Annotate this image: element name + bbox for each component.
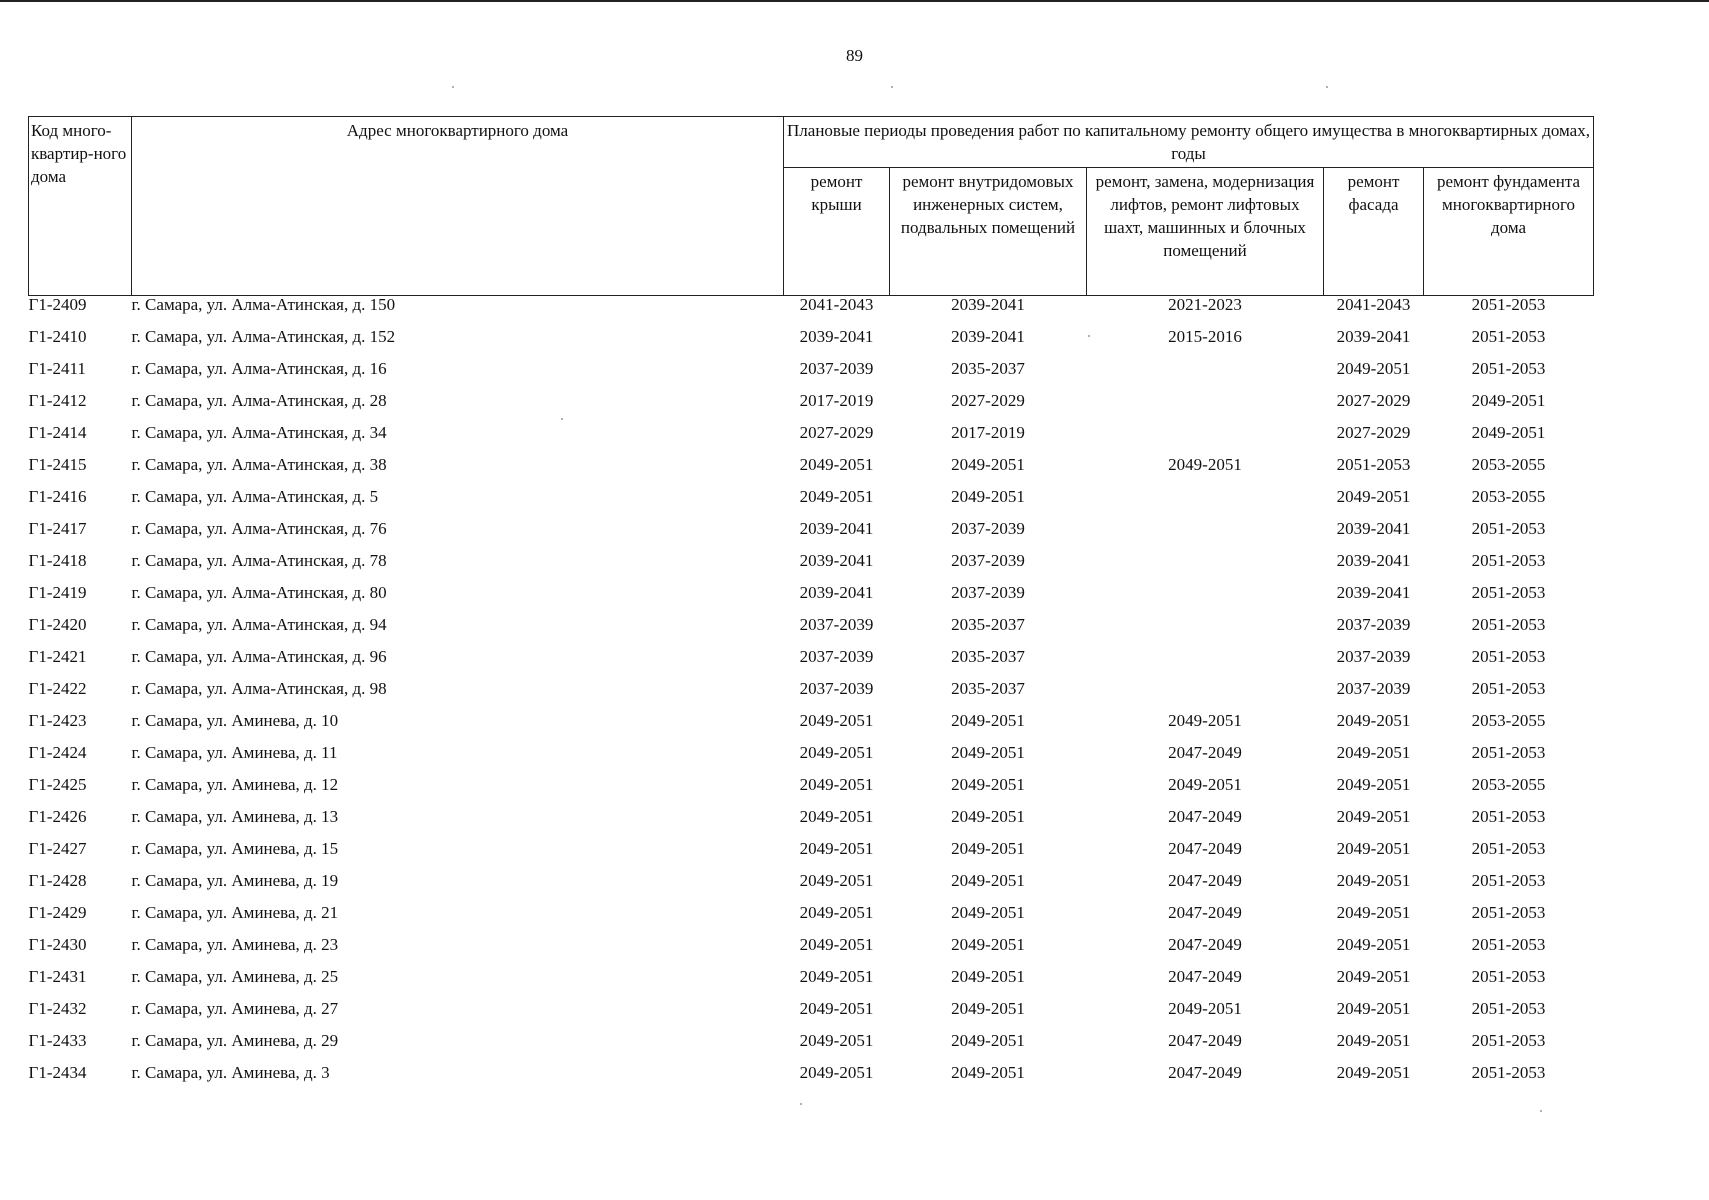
row-elevators-period: 2047-2049: [1168, 1063, 1242, 1082]
scan-speck: [1326, 86, 1328, 88]
header-facade: ремонт фасада: [1324, 168, 1424, 296]
row-address: г. Самара, ул. Аминева, д. 10: [131, 711, 339, 730]
row-elevators-period: [1087, 648, 1324, 680]
row-elevators-period: [1087, 616, 1324, 648]
row-systems-period: 2049-2051: [951, 711, 1025, 730]
row-foundation-period: 2051-2053: [1471, 551, 1546, 570]
table-row: [29, 584, 1594, 616]
row-roof-period: 2037-2039: [799, 359, 874, 378]
table-row: [29, 360, 1594, 392]
row-systems-period: 2049-2051: [951, 999, 1025, 1018]
row-facade-period: 2049-2051: [1336, 967, 1411, 986]
row-roof-period: 2049-2051: [799, 903, 874, 922]
row-code: Г1-2432: [28, 999, 87, 1018]
row-elevators-period: [1087, 520, 1324, 552]
row-facade-period: 2049-2051: [1336, 935, 1411, 954]
row-systems-period: 2035-2037: [951, 647, 1025, 666]
row-address: г. Самара, ул. Алма-Атинская, д. 150: [131, 295, 396, 314]
row-elevators-period: [1087, 488, 1324, 520]
row-systems-period: 2049-2051: [951, 1063, 1025, 1082]
row-address: г. Самара, ул. Аминева, д. 13: [131, 807, 339, 826]
row-address: г. Самара, ул. Алма-Атинская, д. 76: [131, 519, 387, 538]
row-elevators-period: [1087, 424, 1324, 456]
table-row: [29, 296, 1594, 329]
row-code: Г1-2409: [28, 295, 87, 314]
row-systems-period: 2037-2039: [951, 551, 1025, 570]
header-code: Код много-квартир-ного дома: [29, 117, 132, 296]
row-foundation-period: 2051-2053: [1471, 519, 1546, 538]
row-foundation-period: 2051-2053: [1471, 295, 1546, 314]
scan-speck: [891, 86, 893, 88]
table-row: [29, 872, 1594, 904]
row-systems-period: 2049-2051: [951, 743, 1025, 762]
table-row: [29, 840, 1594, 872]
row-foundation-period: 2051-2053: [1471, 615, 1546, 634]
row-facade-period: 2049-2051: [1336, 359, 1411, 378]
row-roof-period: 2037-2039: [799, 647, 874, 666]
row-roof-period: 2049-2051: [799, 1031, 874, 1050]
table-row: [29, 488, 1594, 520]
row-address: г. Самара, ул. Алма-Атинская, д. 5: [131, 487, 379, 506]
row-systems-period: 2037-2039: [951, 519, 1025, 538]
row-address: г. Самара, ул. Аминева, д. 27: [131, 999, 339, 1018]
row-facade-period: 2027-2029: [1336, 423, 1411, 442]
table-row: [29, 776, 1594, 808]
row-roof-period: 2039-2041: [799, 583, 874, 602]
row-address: г. Самара, ул. Аминева, д. 3: [131, 1063, 330, 1082]
row-facade-period: 2049-2051: [1336, 807, 1411, 826]
row-systems-period: 2017-2019: [951, 423, 1025, 442]
header-planned-periods: Плановые периоды проведения работ по капитальному ремонту общего имущества в многоквартирных домах, годы: [784, 117, 1594, 168]
row-facade-period: 2041-2043: [1336, 295, 1411, 314]
header-elevators: ремонт, замена, модернизация лифтов, ремонт лифтовых шахт, машинных и блочных помещений: [1087, 168, 1324, 296]
row-roof-period: 2049-2051: [799, 455, 874, 474]
row-facade-period: 2049-2051: [1336, 1063, 1411, 1082]
row-code: Г1-2423: [28, 711, 87, 730]
row-elevators-period: [1087, 552, 1324, 584]
row-systems-period: 2049-2051: [951, 839, 1025, 858]
row-facade-period: 2039-2041: [1336, 327, 1411, 346]
row-roof-period: 2017-2019: [799, 391, 874, 410]
table-body: [29, 296, 1594, 1097]
row-systems-period: 2035-2037: [951, 679, 1025, 698]
row-foundation-period: 2049-2051: [1471, 423, 1546, 442]
row-roof-period: 2049-2051: [799, 871, 874, 890]
row-code: Г1-2434: [28, 1063, 87, 1082]
table-row: [29, 808, 1594, 840]
row-foundation-period: 2051-2053: [1471, 903, 1546, 922]
row-foundation-period: 2051-2053: [1471, 743, 1546, 762]
row-foundation-period: 2051-2053: [1471, 839, 1546, 858]
row-elevators-period: 2049-2051: [1168, 775, 1242, 794]
row-systems-period: 2037-2039: [951, 583, 1025, 602]
header-systems: ремонт внутридомовых инженерных систем, подвальных помещений: [890, 168, 1087, 296]
row-roof-period: 2049-2051: [799, 711, 874, 730]
row-facade-period: 2049-2051: [1336, 743, 1411, 762]
row-roof-period: 2037-2039: [799, 615, 874, 634]
row-roof-period: 2049-2051: [799, 839, 874, 858]
row-systems-period: 2035-2037: [951, 615, 1025, 634]
row-elevators-period: 2047-2049: [1168, 839, 1242, 858]
table-row: [29, 936, 1594, 968]
row-code: Г1-2421: [28, 647, 87, 666]
row-roof-period: 2049-2051: [799, 775, 874, 794]
row-elevators-period: 2049-2051: [1168, 999, 1242, 1018]
row-address: г. Самара, ул. Алма-Атинская, д. 16: [131, 359, 387, 378]
row-roof-period: 2049-2051: [799, 967, 874, 986]
row-elevators-period: 2047-2049: [1168, 871, 1242, 890]
row-code: Г1-2416: [28, 487, 87, 506]
scan-speck: [800, 1103, 802, 1105]
row-foundation-period: 2051-2053: [1471, 871, 1546, 890]
row-code: Г1-2424: [28, 743, 87, 762]
table-row: [29, 456, 1594, 488]
row-address: г. Самара, ул. Алма-Атинская, д. 80: [131, 583, 387, 602]
row-systems-period: 2049-2051: [951, 935, 1025, 954]
row-systems-period: 2049-2051: [951, 487, 1025, 506]
header-address: Адрес многоквартирного дома: [132, 117, 784, 296]
row-address: г. Самара, ул. Алма-Атинская, д. 98: [131, 679, 387, 698]
scan-speck: [561, 418, 563, 420]
row-elevators-period: 2049-2051: [1168, 455, 1242, 474]
row-facade-period: 2049-2051: [1336, 711, 1411, 730]
row-code: Г1-2412: [28, 391, 87, 410]
row-elevators-period: [1087, 584, 1324, 616]
row-code: Г1-2430: [28, 935, 87, 954]
row-elevators-period: 2047-2049: [1168, 1031, 1242, 1050]
table-row: [29, 616, 1594, 648]
row-foundation-period: 2051-2053: [1471, 807, 1546, 826]
row-address: г. Самара, ул. Алма-Атинская, д. 38: [131, 455, 387, 474]
row-systems-period: 2035-2037: [951, 359, 1025, 378]
row-foundation-period: 2051-2053: [1471, 935, 1546, 954]
row-code: Г1-2426: [28, 807, 87, 826]
row-code: Г1-2410: [28, 327, 87, 346]
row-foundation-period: 2051-2053: [1471, 999, 1546, 1018]
row-elevators-period: 2015-2016: [1168, 327, 1242, 346]
row-facade-period: 2049-2051: [1336, 1031, 1411, 1050]
row-roof-period: 2039-2041: [799, 327, 874, 346]
row-code: Г1-2425: [28, 775, 87, 794]
row-systems-period: 2049-2051: [951, 455, 1025, 474]
row-foundation-period: 2051-2053: [1471, 647, 1546, 666]
page-number: 89: [846, 46, 863, 65]
row-systems-period: 2049-2051: [951, 1031, 1025, 1050]
row-elevators-period: [1087, 680, 1324, 712]
row-address: г. Самара, ул. Алма-Атинская, д. 152: [131, 327, 396, 346]
row-roof-period: 2027-2029: [799, 423, 874, 442]
row-roof-period: 2049-2051: [799, 935, 874, 954]
row-roof-period: 2039-2041: [799, 519, 874, 538]
row-facade-period: 2027-2029: [1336, 391, 1411, 410]
row-code: Г1-2419: [28, 583, 87, 602]
table-row: [29, 648, 1594, 680]
row-code: Г1-2417: [28, 519, 87, 538]
row-elevators-period: 2047-2049: [1168, 935, 1242, 954]
row-systems-period: 2027-2029: [951, 391, 1025, 410]
row-systems-period: 2039-2041: [951, 327, 1025, 346]
row-systems-period: 2049-2051: [951, 807, 1025, 826]
row-address: г. Самара, ул. Аминева, д. 19: [131, 871, 339, 890]
table-row: [29, 424, 1594, 456]
row-code: Г1-2429: [28, 903, 87, 922]
table-row: [29, 968, 1594, 1000]
table-row: [29, 1032, 1594, 1064]
row-elevators-period: 2047-2049: [1168, 903, 1242, 922]
row-systems-period: 2049-2051: [951, 871, 1025, 890]
row-elevators-period: 2049-2051: [1168, 711, 1242, 730]
row-facade-period: 2049-2051: [1336, 903, 1411, 922]
row-elevators-period: [1087, 360, 1324, 392]
row-foundation-period: 2053-2055: [1471, 455, 1546, 474]
table-row: [29, 904, 1594, 936]
scan-speck: [452, 86, 454, 88]
row-foundation-period: 2051-2053: [1471, 967, 1546, 986]
row-roof-period: 2041-2043: [799, 295, 874, 314]
row-roof-period: 2049-2051: [799, 999, 874, 1018]
table-row: [29, 712, 1594, 744]
row-roof-period: 2049-2051: [799, 487, 874, 506]
row-systems-period: 2049-2051: [951, 967, 1025, 986]
row-foundation-period: 2051-2053: [1471, 1031, 1546, 1050]
row-elevators-period: 2047-2049: [1168, 743, 1242, 762]
row-code: Г1-2433: [28, 1031, 87, 1050]
row-address: г. Самара, ул. Аминева, д. 11: [131, 743, 338, 762]
row-address: г. Самара, ул. Алма-Атинская, д. 94: [131, 615, 387, 634]
row-address: г. Самара, ул. Аминева, д. 23: [131, 935, 339, 954]
row-facade-period: 2049-2051: [1336, 839, 1411, 858]
table-row: [29, 520, 1594, 552]
scan-speck: [1088, 335, 1090, 337]
row-address: г. Самара, ул. Алма-Атинская, д. 34: [131, 423, 387, 442]
scan-speck: [1540, 1110, 1542, 1112]
row-code: Г1-2418: [28, 551, 87, 570]
table-row: [29, 680, 1594, 712]
row-elevators-period: 2021-2023: [1168, 295, 1242, 314]
row-address: г. Самара, ул. Аминева, д. 12: [131, 775, 339, 794]
row-facade-period: 2051-2053: [1336, 455, 1411, 474]
row-code: Г1-2420: [28, 615, 87, 634]
table-row: [29, 392, 1594, 424]
row-foundation-period: 2053-2055: [1471, 487, 1546, 506]
row-code: Г1-2431: [28, 967, 87, 986]
row-facade-period: 2039-2041: [1336, 583, 1411, 602]
row-code: Г1-2411: [28, 359, 86, 378]
row-address: г. Самара, ул. Аминева, д. 15: [131, 839, 339, 858]
top-scan-rule: [0, 0, 1709, 2]
row-systems-period: 2039-2041: [951, 295, 1025, 314]
row-roof-period: 2049-2051: [799, 743, 874, 762]
row-foundation-period: 2053-2055: [1471, 711, 1546, 730]
row-roof-period: 2037-2039: [799, 679, 874, 698]
row-facade-period: 2039-2041: [1336, 519, 1411, 538]
table-row: [29, 552, 1594, 584]
row-foundation-period: 2051-2053: [1471, 327, 1546, 346]
row-address: г. Самара, ул. Алма-Атинская, д. 28: [131, 391, 387, 410]
row-address: г. Самара, ул. Алма-Атинская, д. 78: [131, 551, 387, 570]
table-row: [29, 328, 1594, 360]
row-elevators-period: 2047-2049: [1168, 807, 1242, 826]
row-elevators-period: 2047-2049: [1168, 967, 1242, 986]
header-row-group: [29, 117, 1594, 168]
table-row: [29, 1000, 1594, 1032]
header-foundation: ремонт фундамента многоквартирного дома: [1424, 168, 1594, 296]
row-code: Г1-2427: [28, 839, 87, 858]
row-foundation-period: 2053-2055: [1471, 775, 1546, 794]
row-facade-period: 2049-2051: [1336, 487, 1411, 506]
repair-schedule-table: [28, 116, 1594, 1096]
row-roof-period: 2039-2041: [799, 551, 874, 570]
row-facade-period: 2037-2039: [1336, 647, 1411, 666]
row-roof-period: 2049-2051: [799, 1063, 874, 1082]
row-facade-period: 2049-2051: [1336, 871, 1411, 890]
row-foundation-period: 2049-2051: [1471, 391, 1546, 410]
row-elevators-period: [1087, 392, 1324, 424]
table-row: [29, 1064, 1594, 1096]
row-code: Г1-2415: [28, 455, 87, 474]
row-systems-period: 2049-2051: [951, 903, 1025, 922]
row-facade-period: 2049-2051: [1336, 999, 1411, 1018]
row-foundation-period: 2051-2053: [1471, 1063, 1546, 1082]
row-address: г. Самара, ул. Алма-Атинская, д. 96: [131, 647, 387, 666]
row-facade-period: 2037-2039: [1336, 679, 1411, 698]
header-roof: ремонт крыши: [784, 168, 890, 296]
row-address: г. Самара, ул. Аминева, д. 25: [131, 967, 339, 986]
row-address: г. Самара, ул. Аминева, д. 21: [131, 903, 339, 922]
row-facade-period: 2037-2039: [1336, 615, 1411, 634]
row-roof-period: 2049-2051: [799, 807, 874, 826]
row-systems-period: 2049-2051: [951, 775, 1025, 794]
row-code: Г1-2428: [28, 871, 87, 890]
row-facade-period: 2049-2051: [1336, 775, 1411, 794]
row-code: Г1-2422: [28, 679, 87, 698]
row-foundation-period: 2051-2053: [1471, 583, 1546, 602]
row-foundation-period: 2051-2053: [1471, 359, 1546, 378]
row-address: г. Самара, ул. Аминева, д. 29: [131, 1031, 339, 1050]
row-code: Г1-2414: [28, 423, 87, 442]
row-foundation-period: 2051-2053: [1471, 679, 1546, 698]
table-row: [29, 744, 1594, 776]
row-facade-period: 2039-2041: [1336, 551, 1411, 570]
